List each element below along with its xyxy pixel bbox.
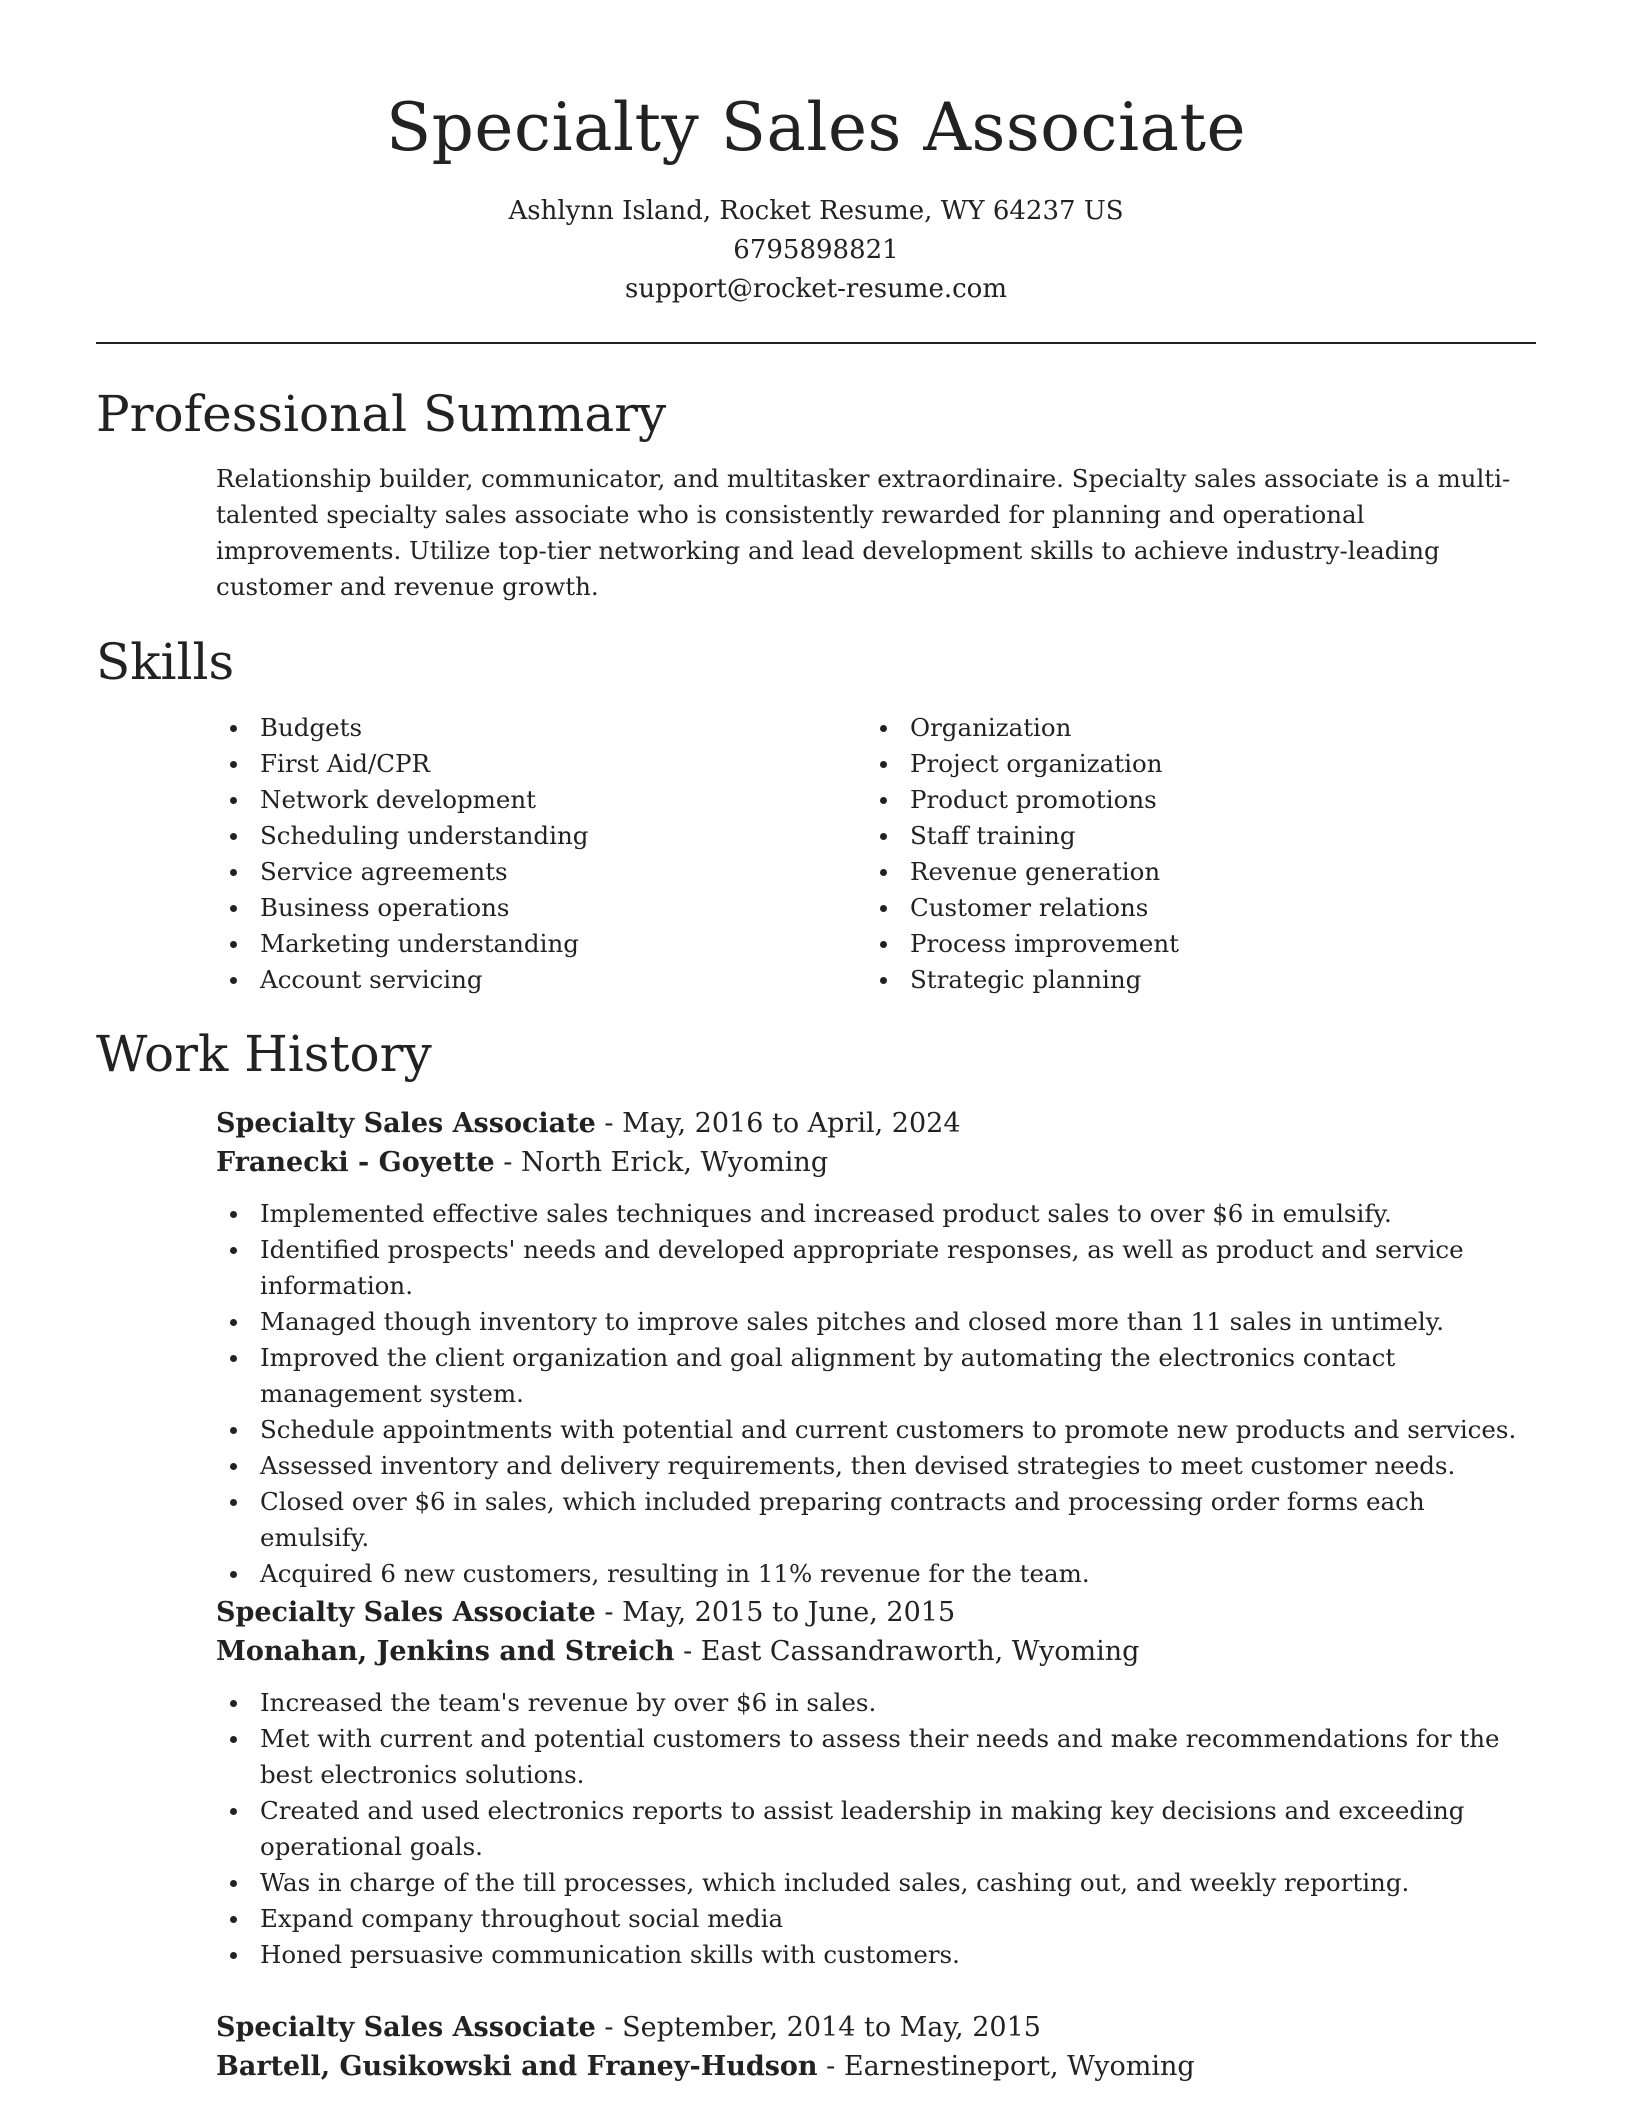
job-bullet: Met with current and potential customers to assess their needs and make recommendations for the best electronics solutions. [216, 1721, 1536, 1793]
job-dates: September, 2014 to May, 2015 [622, 2012, 1041, 2043]
skill-item: Marketing understanding [216, 926, 856, 962]
skill-item: Budgets [216, 710, 856, 746]
job-company-line [216, 1143, 1536, 1182]
job-dates: May, 2015 to June, 2015 [622, 1597, 956, 1628]
job-bullet: Assessed inventory and delivery requirements, then devised strategies to meet customer needs. [216, 1448, 1536, 1484]
job-separator: - [683, 1636, 701, 1667]
contact-email: support@rocket-resume.com [624, 274, 1007, 304]
job-separator: - [826, 2051, 844, 2082]
job-separator: - [503, 1147, 522, 1178]
skills-list-right [866, 710, 1506, 998]
job-separator: - [604, 1108, 623, 1139]
skills-list-left [216, 710, 856, 998]
contact-info [0, 192, 1632, 309]
work-entry [216, 2008, 1536, 2086]
job-bullet: Implemented effective sales techniques and increased product sales to over $6 in emulsify. [216, 1196, 1536, 1232]
skill-item: Staff training [866, 818, 1506, 854]
section-heading-summary: Professional Summary [96, 385, 667, 443]
job-separator: - [604, 1597, 623, 1628]
job-company-line [216, 1632, 1536, 1671]
summary-paragraph: Relationship builder, communicator, and multitasker extraordinaire. Specialty sales associate is a multi-talented specialty sales associate who is consistently rewarded for planning and operational improvements. Utilize top-tier networking and lead development skills to achieve industry-leading customer and revenue growth. [216, 464, 1511, 601]
skill-item: Customer relations [866, 890, 1506, 926]
job-bullet: Increased the team's revenue by over $6 in sales. [216, 1685, 1536, 1721]
job-bullet: Schedule appointments with potential and current customers to promote new products and services. [216, 1412, 1536, 1448]
job-title: Specialty Sales Associate [216, 2012, 596, 2043]
skill-item: Scheduling understanding [216, 818, 856, 854]
job-location: Earnestineport, Wyoming [843, 2051, 1195, 2082]
job-bullets [216, 1685, 1536, 1973]
job-title-line [216, 1104, 1536, 1143]
job-dates: May, 2016 to April, 2024 [622, 1108, 961, 1139]
job-bullet: Improved the client organization and goal alignment by automating the electronics contact management system. [216, 1340, 1536, 1412]
job-location: East Cassandraworth, Wyoming [700, 1636, 1140, 1667]
skill-item: Project organization [866, 746, 1506, 782]
header-divider [96, 342, 1536, 344]
job-bullet: Honed persuasive communication skills with customers. [216, 1937, 1536, 1973]
job-bullet: Expand company throughout social media [216, 1901, 1536, 1937]
skill-item: Account servicing [216, 962, 856, 998]
job-bullet: Managed though inventory to improve sales pitches and closed more than 11 sales in untimely. [216, 1304, 1536, 1340]
job-bullets [216, 1196, 1536, 1592]
job-bullet: Was in charge of the till processes, which included sales, cashing out, and weekly reporting. [216, 1865, 1536, 1901]
job-bullet: Identified prospects' needs and developed appropriate responses, as well as product and service information. [216, 1232, 1536, 1304]
job-company: Bartell, Gusikowski and Franey-Hudson [216, 2051, 818, 2082]
job-location: North Erick, Wyoming [521, 1147, 829, 1178]
job-title: Specialty Sales Associate [216, 1597, 596, 1628]
section-heading-skills: Skills [96, 633, 235, 691]
job-title-line [216, 2008, 1536, 2047]
job-title-line [216, 1593, 1536, 1632]
job-company: Monahan, Jenkins and Streich [216, 1636, 675, 1667]
skill-item: Service agreements [216, 854, 856, 890]
work-entry [216, 1593, 1536, 1973]
skill-item: Revenue generation [866, 854, 1506, 890]
job-separator: - [604, 2012, 623, 2043]
skill-item: Network development [216, 782, 856, 818]
job-bullet: Acquired 6 new customers, resulting in 11% revenue for the team. [216, 1556, 1536, 1592]
job-company-line [216, 2047, 1536, 2086]
contact-address: Ashlynn Island, Rocket Resume, WY 64237 US [508, 196, 1124, 226]
job-title: Specialty Sales Associate [216, 1108, 596, 1139]
job-bullet: Created and used electronics reports to assist leadership in making key decisions and exceeding operational goals. [216, 1793, 1536, 1865]
job-bullet: Closed over $6 in sales, which included preparing contracts and processing order forms each emulsify. [216, 1484, 1536, 1556]
resume-title: Specialty Sales Associate [385, 89, 1247, 166]
resume-header [0, 86, 1632, 309]
skill-item: Process improvement [866, 926, 1506, 962]
skill-item: Business operations [216, 890, 856, 926]
job-company: Franecki - Goyette [216, 1147, 495, 1178]
skill-item: First Aid/CPR [216, 746, 856, 782]
skill-item: Product promotions [866, 782, 1506, 818]
section-heading-work-history: Work History [96, 1025, 432, 1083]
skill-item: Organization [866, 710, 1506, 746]
work-entry [216, 1104, 1536, 1592]
skill-item: Strategic planning [866, 962, 1506, 998]
contact-phone: 6795898821 [733, 235, 899, 265]
